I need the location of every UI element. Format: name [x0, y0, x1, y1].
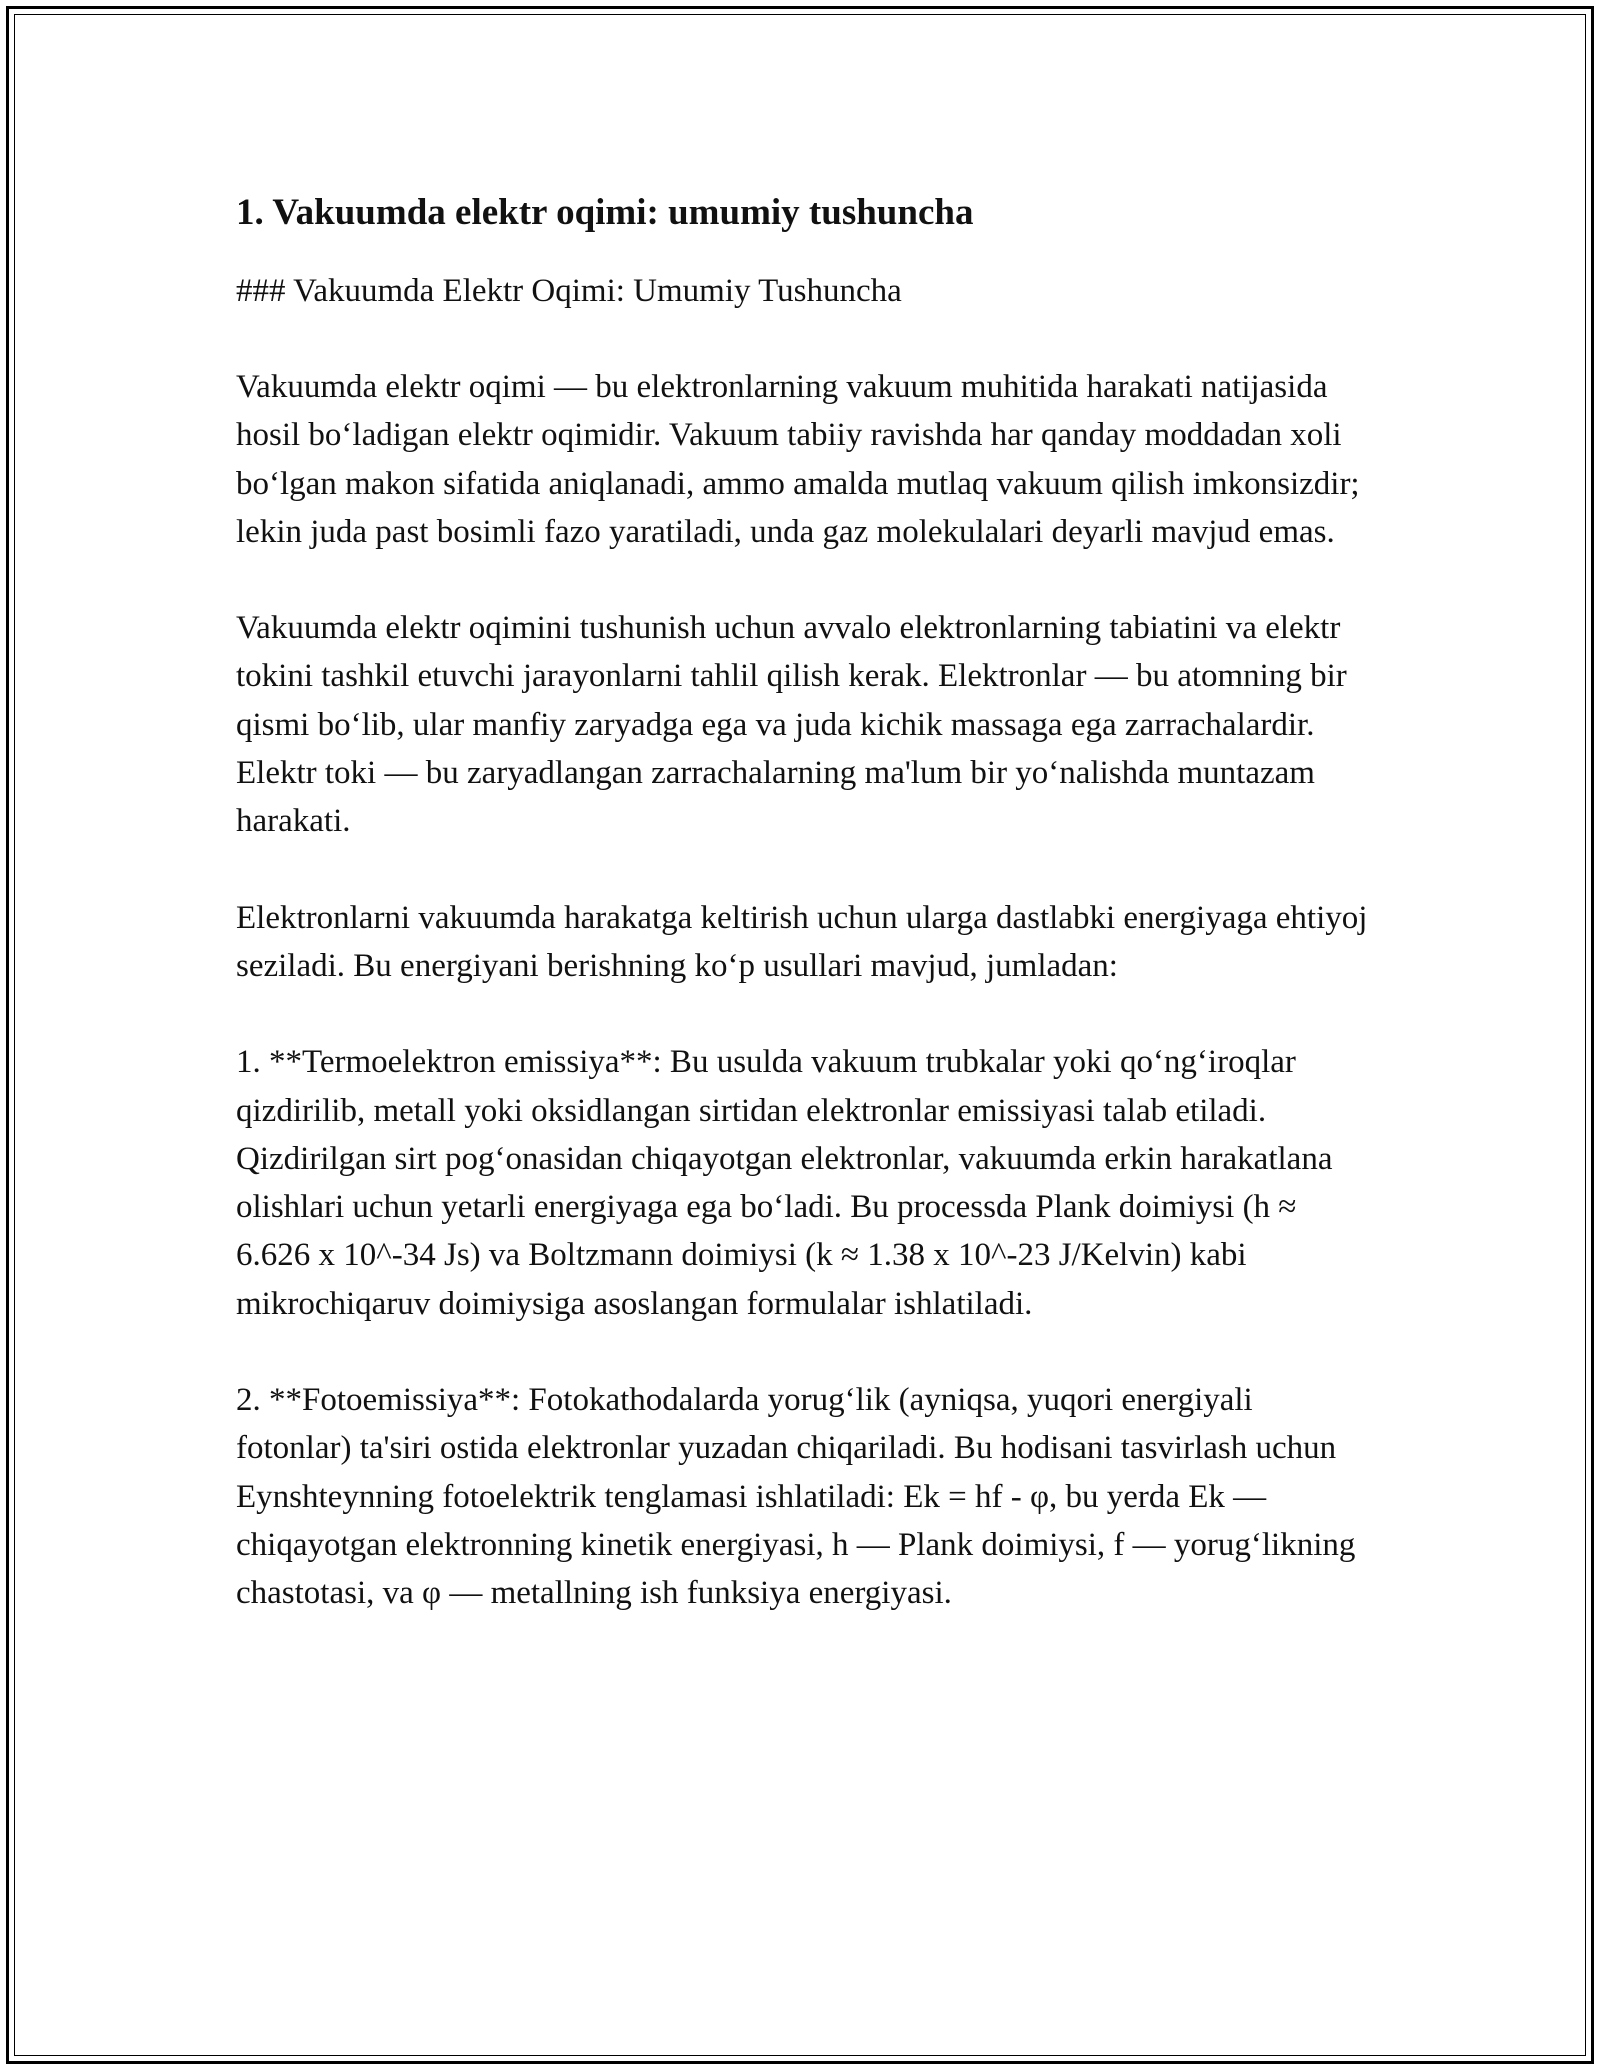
- paragraph-electrons: Vakuumda elektr oqimini tushunish uchun avvalo elektronlarning tabiatini va elektr tokini tashkil etuvchi jarayonlarni tahlil qilish kerak. Elektronlar — bu atomning bir qismi bo‘lib, ular manfiy zaryadga ega va juda kichik massaga ega zarrachalardir. Elektr toki — bu zaryadlangan zarrachalarning ma'lum bir yo‘nalishda muntazam harakati.: [236, 610, 1347, 840]
- document-body: [236, 185, 1376, 1666]
- list-item-thermionic-emission: 1. **Termoelektron emissiya**: Bu usulda vakuum trubkalar yoki qo‘ng‘iroqlar qizdirilib, metall yoki oksidlangan sirtidan elektronlar emissiyasi talab etiladi. Qizdirilgan sirt pog‘onasidan chiqayotgan elektronlar, vakuumda erkin harakatlana olishlari uchun yetarli energiyaga ega bo‘ladi. Bu processda Plank doimiysi (h ≈ 6.626 x 10^-34 Js) va Boltzmann doimiysi (k ≈ 1.38 x 10^-23 J/Kelvin) kabi mikrochiqaruv doimiysiga asoslangan formulalar ishlatiladi.: [236, 1044, 1333, 1322]
- paragraph-intro: Vakuumda elektr oqimi — bu elektronlarning vakuum muhitida harakati natijasida hosil bo‘ladigan elektr oqimidir. Vakuum tabiiy ravishda har qanday moddadan xoli bo‘lgan makon sifatida aniqlanadi, ammo amalda mutlaq vakuum qilish imkonsizdir; lekin juda past bosimli fazo yaratiladi, unda gaz molekulalari deyarli mavjud emas.: [236, 369, 1360, 550]
- list-item-photoemission: 2. **Fotoemissiya**: Fotokathodalarda yorug‘lik (ayniqsa, yuqori energiyali fotonlar) ta'siri ostida elektronlar yuzadan chiqariladi. Bu hodisani tasvirlash uchun Eynshteynning fotoelektrik tenglamasi ishlatiladi: Ek = hf - φ, bu yerda Ek — chiqayotgan elektronning kinetik energiyasi, h — Plank doimiysi, f — yorug‘likning chastotasi, va φ — metallning ish funksiya energiyasi.: [236, 1382, 1356, 1612]
- document-subheading: ### Vakuumda Elektr Oqimi: Umumiy Tushuncha: [236, 273, 902, 309]
- document-title: 1. Vakuumda elektr oqimi: umumiy tushuncha: [236, 192, 974, 233]
- paragraph-energy: Elektronlarni vakuumda harakatga keltirish uchun ularga dastlabki energiyaga ehtiyoj seziladi. Bu energiyani berishning ko‘p usullari mavjud, jumladan:: [236, 899, 1368, 984]
